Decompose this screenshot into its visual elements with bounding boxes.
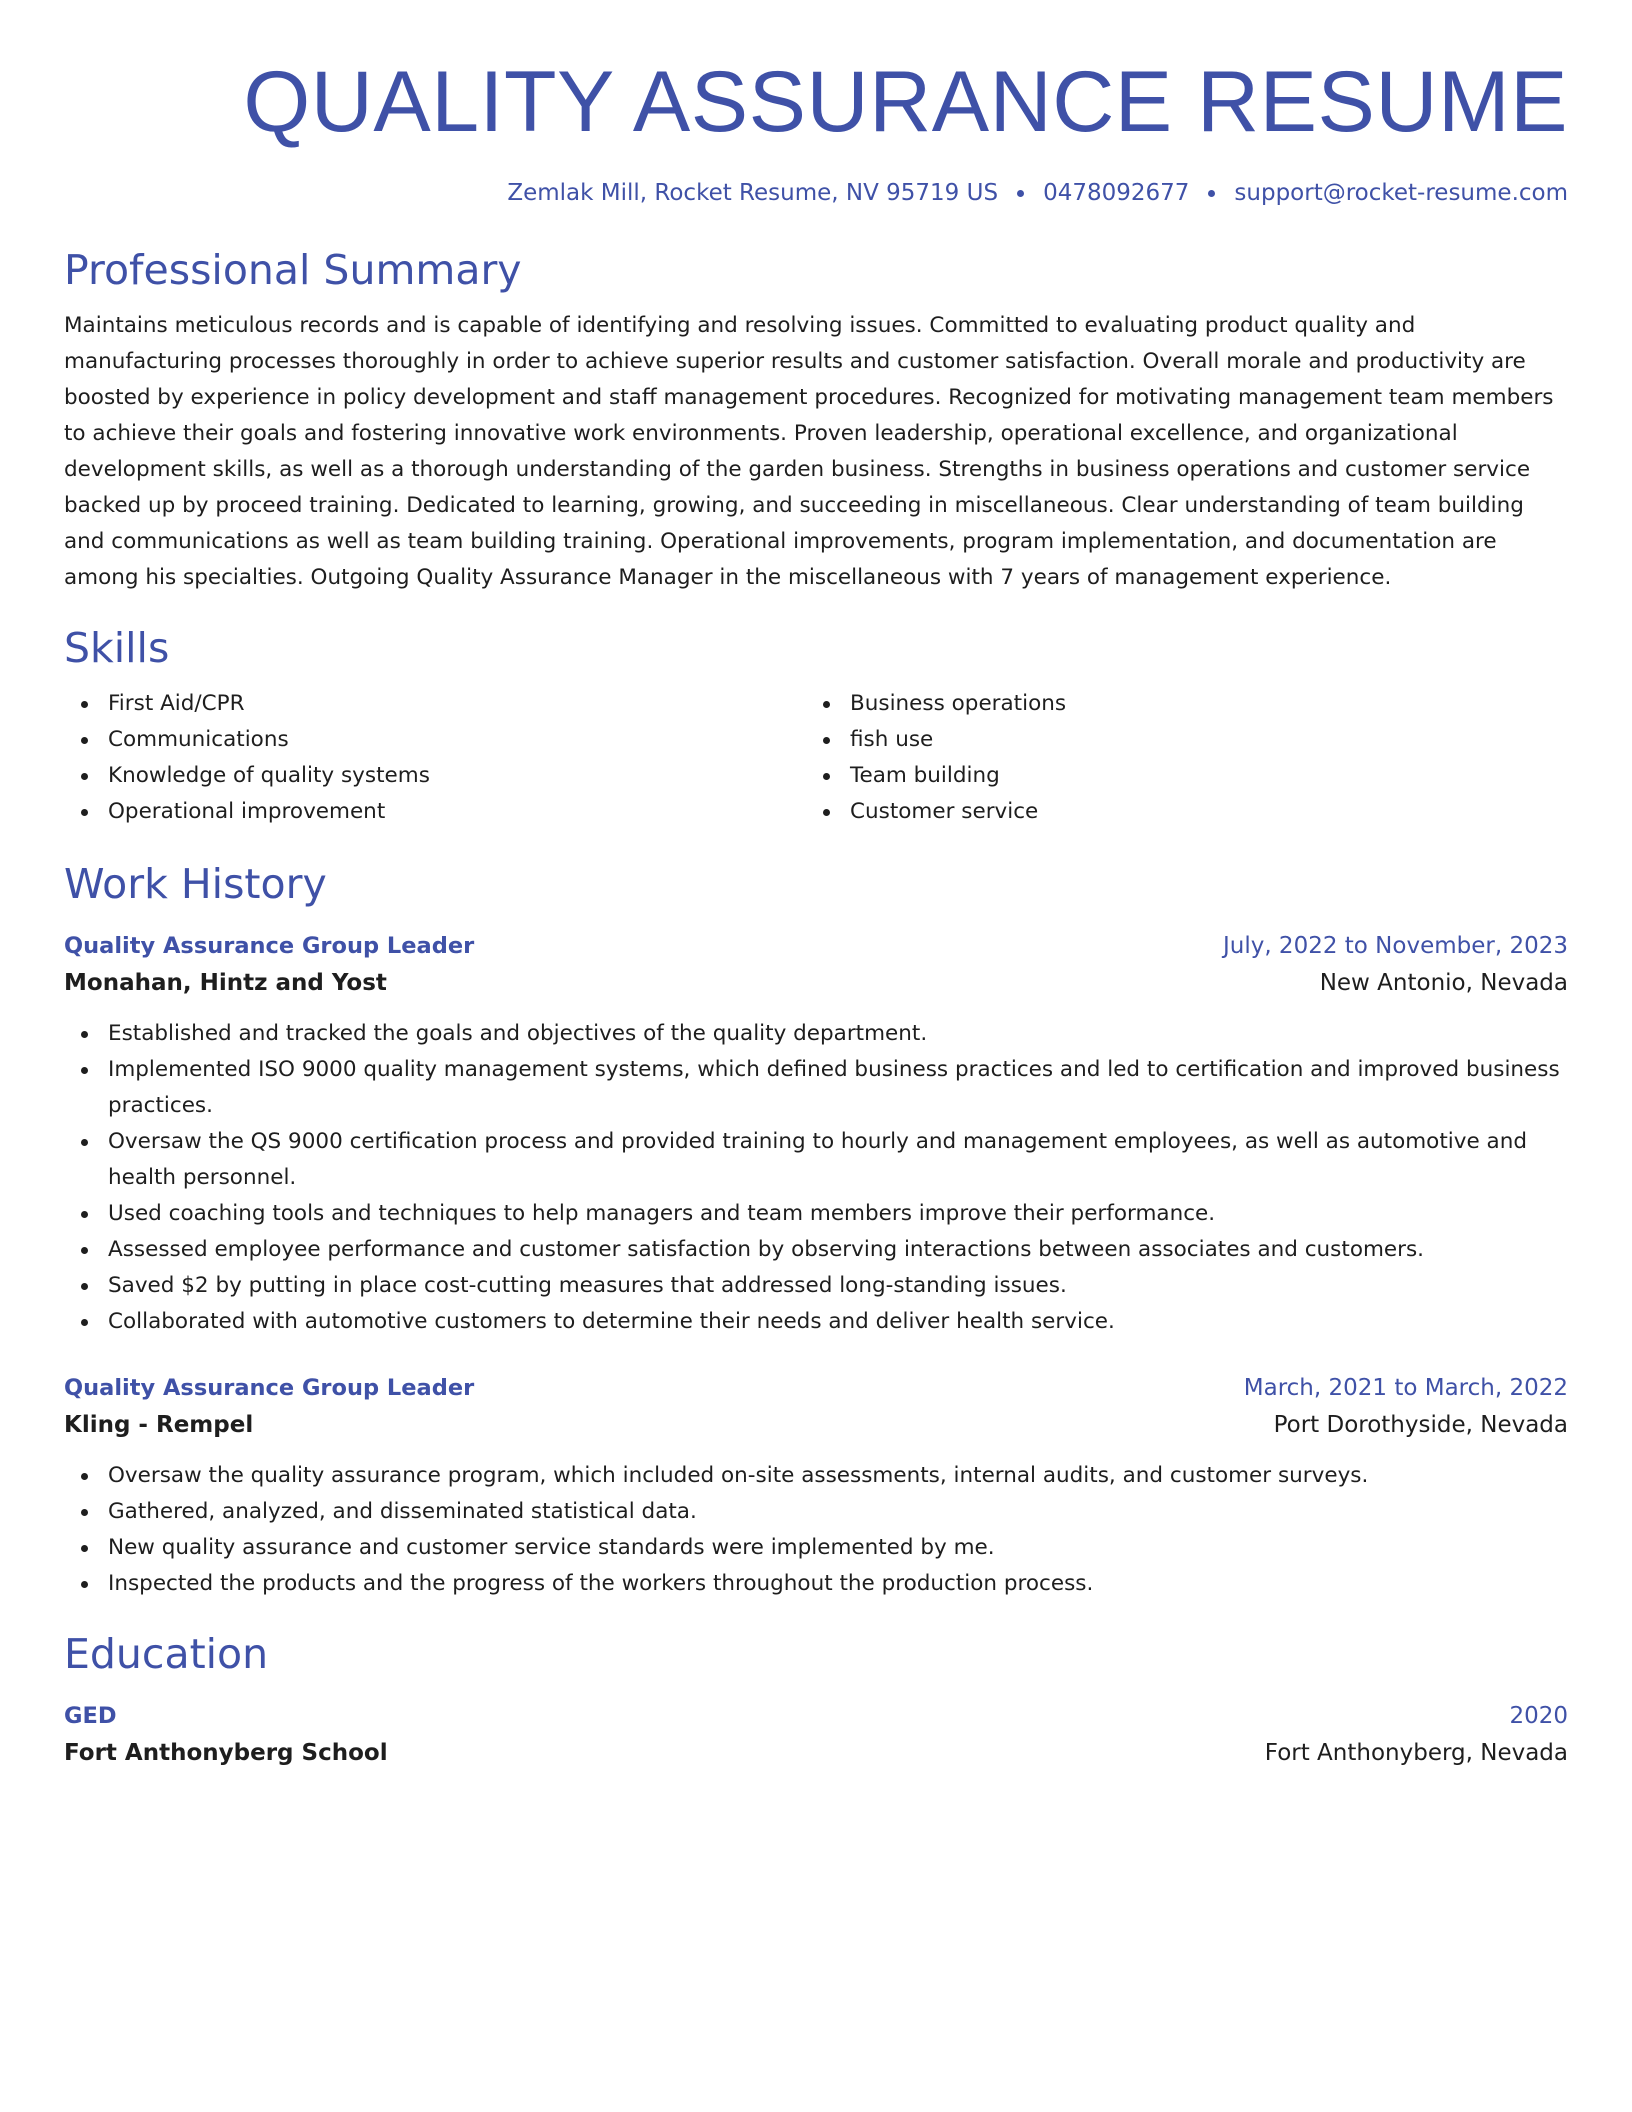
education-header-row [64, 1698, 1568, 1734]
job-bullets [64, 1458, 1568, 1602]
job-role: Quality Assurance Group Leader [64, 933, 475, 959]
skills-column-left [64, 686, 806, 830]
resume-header [64, 52, 1568, 208]
job-entry [64, 1370, 1568, 1602]
job-bullet: Assessed employee performance and customer satisfaction by observing interactions between associates and customers. [64, 1232, 1568, 1268]
job-bullet: Saved $2 by putting in place cost-cutting measures that addressed long-standing issues. [64, 1268, 1568, 1304]
job-dates: March, 2021 to March, 2022 [1243, 1375, 1568, 1401]
education-heading: Education [64, 1630, 269, 1678]
summary-heading: Professional Summary [64, 246, 522, 294]
job-location: New Antonio, Nevada [1319, 970, 1568, 996]
job-bullets [64, 1016, 1568, 1340]
skills-list [64, 686, 1568, 830]
job-bullet: Inspected the products and the progress of the workers throughout the production process. [64, 1566, 1568, 1602]
education-school-row [64, 1734, 1568, 1772]
skill-item: First Aid/CPR [64, 686, 806, 722]
job-bullet: Used coaching tools and techniques to help managers and team members improve their performance. [64, 1196, 1568, 1232]
job-bullet: New quality assurance and customer service standards were implemented by me. [64, 1530, 1568, 1566]
education-school: Fort Anthonyberg School [64, 1740, 388, 1766]
job-company-row [64, 964, 1568, 1002]
skills-heading: Skills [64, 624, 170, 672]
contact-phone: 0478092677 [1043, 180, 1190, 206]
resume-title: QUALITY ASSURANCE RESUME [243, 54, 1568, 150]
skill-item: Operational improvement [64, 794, 806, 830]
skill-item: Communications [64, 722, 806, 758]
resume-page [64, 52, 1568, 1772]
education-year: 2020 [1509, 1703, 1568, 1729]
job-company: Kling - Rempel [64, 1412, 254, 1438]
job-entry [64, 928, 1568, 1340]
contact-email: support@rocket-resume.com [1234, 180, 1568, 206]
skill-item: Customer service [806, 794, 1548, 830]
job-bullet: Oversaw the quality assurance program, which included on-site assessments, internal audits, and customer surveys. [64, 1458, 1568, 1494]
contact-address: Zemlak Mill, Rocket Resume, NV 95719 US [507, 180, 999, 206]
job-company-row [64, 1406, 1568, 1444]
skill-item: Knowledge of quality systems [64, 758, 806, 794]
education-location: Fort Anthonyberg, Nevada [1264, 1740, 1568, 1766]
job-header-row [64, 1370, 1568, 1406]
job-role: Quality Assurance Group Leader [64, 1375, 475, 1401]
skill-item: Business operations [806, 686, 1548, 722]
job-bullet: Implemented ISO 9000 quality management systems, which defined business practices and led to certification and improved business practices. [64, 1052, 1568, 1124]
job-company: Monahan, Hintz and Yost [64, 970, 387, 996]
job-bullet: Gathered, analyzed, and disseminated statistical data. [64, 1494, 1568, 1530]
job-bullet: Established and tracked the goals and objectives of the quality department. [64, 1016, 1568, 1052]
skills-column-right [806, 686, 1548, 830]
bullet-separator [1017, 190, 1024, 197]
skill-item: Team building [806, 758, 1548, 794]
contact-info [64, 178, 1568, 208]
summary-text: Maintains meticulous records and is capable of identifying and resolving issues. Committed to evaluating product quality and manufacturing processes thoroughly in order to achieve superior results and customer satisfaction. Overall morale and productivity are boosted by experience in policy development and staff management procedures. Recognized for motivating management team members to achieve their goals and fostering innovative work environments. Proven leadership, operational excellence, and organizational development skills, as well as a thorough understanding of the garden business. Strengths in business operations and customer service backed up by proceed training. Dedicated to learning, growing, and succeeding in miscellaneous. Clear understanding of team building and communications as well as team building training. Operational improvements, program implementation, and documentation are among his specialties. Outgoing Quality Assurance Manager in the miscellaneous with 7 years of management experience. [64, 313, 1554, 590]
job-location: Port Dorothyside, Nevada [1273, 1412, 1568, 1438]
job-dates: July, 2022 to November, 2023 [1222, 933, 1568, 959]
skill-item: fish use [806, 722, 1548, 758]
education-entry [64, 1698, 1568, 1772]
education-degree: GED [64, 1703, 117, 1729]
work-history-heading: Work History [64, 860, 327, 908]
job-header-row [64, 928, 1568, 964]
job-bullet: Oversaw the QS 9000 certification process and provided training to hourly and management employees, as well as automotive and health personnel. [64, 1124, 1568, 1196]
job-bullet: Collaborated with automotive customers to determine their needs and deliver health service. [64, 1304, 1568, 1340]
bullet-separator [1208, 190, 1215, 197]
